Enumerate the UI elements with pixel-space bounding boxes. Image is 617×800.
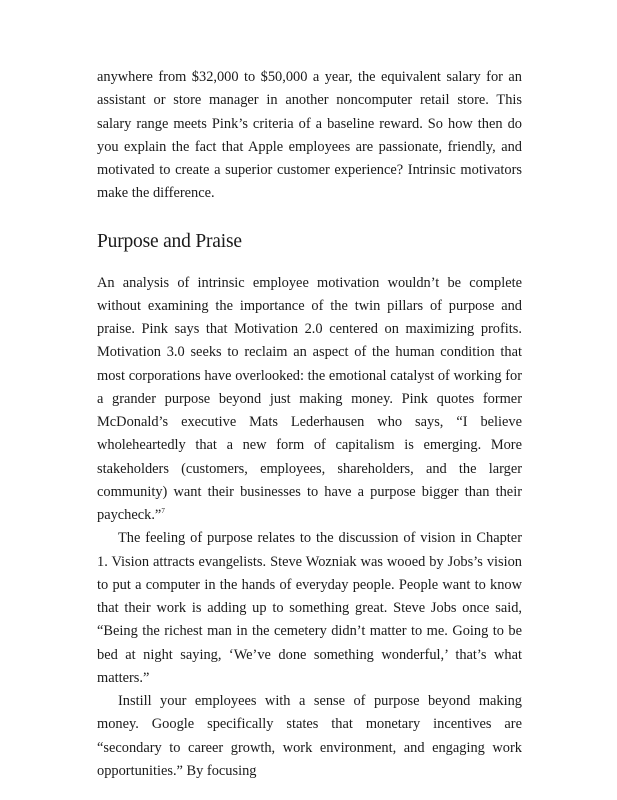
page-body (97, 66, 522, 783)
footnote-marker: 7 (161, 507, 165, 516)
paragraph-instill-purpose: Instill your employees with a sense of purpose beyond making money. Google specifically states that monetary incentives are “secondary to career growth, work environment, and engaging work opportunities.” By focusing (97, 693, 522, 779)
paragraph-intrinsic-motivation (97, 272, 522, 528)
paragraph-vision: The feeling of purpose relates to the discussion of vision in Chapter 1. Vision attracts evangelists. Steve Wozniak was wooed by Jobs’s vision to put a computer in the hands of everyday people. People want to know that their work is adding up to something great. Steve Jobs once said, “Being the richest man in the cemetery didn’t matter to me. Going to be bed at night saying, ‘We’ve done something wonderful,’ that’s what matters.” (97, 530, 522, 686)
paragraph-intrinsic-motivation-text: An analysis of intrinsic employee motivation wouldn’t be complete without examining the importance of the twin pillars of purpose and praise. Pink says that Motivation 2.0 centered on maximizing profits. Motivation 3.0 seeks to reclaim an aspect of the human condition that most corporations have overlooked: the emotional catalyst of working for a grander purpose beyond just making money. Pink quotes former McDonald’s executive Mats Lederhausen who says, “I believe wholeheartedly that a new form of capitalism is emerging. More stakeholders (customers, employees, shareholders, and the larger community) want their businesses to have a purpose bigger than their paycheck.” (97, 274, 522, 523)
paragraph-salary: anywhere from $32,000 to $50,000 a year, the equivalent salary for an assistant or store manager in another noncomputer retail store. This salary range meets Pink’s criteria of a baseline reward. So how then do you explain the fact that Apple employees are passionate, friendly, and motivated to create a superior customer experience? Intrinsic motivators make the difference. (97, 69, 522, 202)
section-heading: Purpose and Praise (97, 230, 242, 252)
